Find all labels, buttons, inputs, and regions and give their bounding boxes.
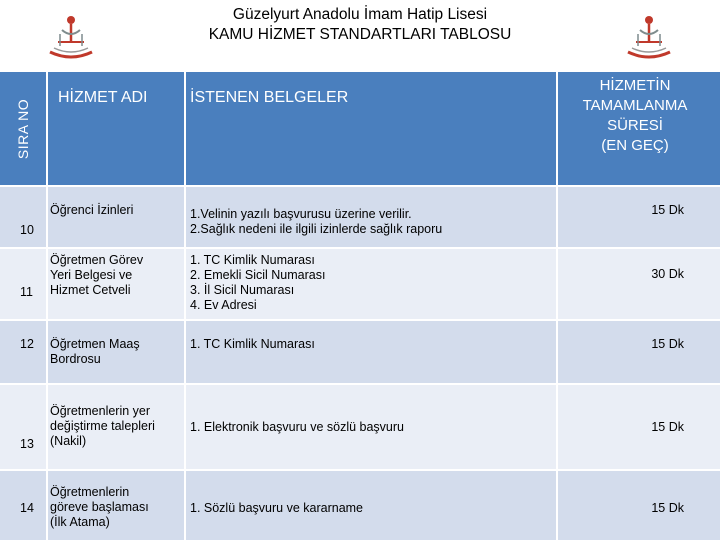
column-divider <box>556 72 558 540</box>
service-name <box>50 404 185 449</box>
document-line: 1. Elektronik başvuru ve sözlü başvuru <box>190 420 404 434</box>
table-row <box>0 249 720 319</box>
table-row <box>0 321 720 383</box>
header-tamamlanma-suresi <box>550 76 720 156</box>
document-line: 1. TC Kimlik Numarası <box>190 337 315 351</box>
table-row <box>0 187 720 247</box>
header-sure-line: HİZMETİN <box>599 77 671 94</box>
service-line: Öğretmen Maaş <box>50 337 140 351</box>
row-number: 12 <box>20 337 34 351</box>
document-line: 3. İl Sicil Numarası <box>190 283 295 297</box>
service-name <box>50 485 185 530</box>
duration: 15 Dk <box>651 337 684 351</box>
header-sure-line: TAMAMLANMA <box>582 97 688 114</box>
row-number: 10 <box>20 223 34 237</box>
header-hizmet-adi: HİZMET ADI <box>58 89 148 106</box>
table-row <box>0 385 720 469</box>
meb-logo-icon <box>618 12 680 64</box>
header-sure-line: SÜRESİ <box>607 117 663 134</box>
service-line: Yeri Belgesi ve <box>50 268 133 282</box>
duration: 15 Dk <box>651 501 684 515</box>
column-divider <box>46 72 48 540</box>
document-line: 2. Emekli Sicil Numarası <box>190 268 326 282</box>
service-line: değiştirme talepleri <box>50 419 155 433</box>
service-line: Öğrenci İzinleri <box>50 203 134 217</box>
school-name: Güzelyurt Anadolu İmam Hatip Lisesi <box>232 6 488 23</box>
row-number: 13 <box>20 437 34 451</box>
service-name <box>50 253 185 298</box>
row-number: 14 <box>20 501 34 515</box>
document-line: 4. Ev Adresi <box>190 298 257 312</box>
table-title: KAMU HİZMET STANDARTLARI TABLOSU <box>208 26 512 43</box>
header-sira-no-label: SIRA NO <box>15 98 31 159</box>
service-line: Hizmet Cetveli <box>50 283 131 297</box>
service-line: Bordrosu <box>50 352 101 366</box>
document-line: 1. TC Kimlik Numarası <box>190 253 315 267</box>
meb-logo-icon <box>40 12 102 64</box>
duration: 15 Dk <box>651 203 684 217</box>
required-documents <box>190 420 550 435</box>
header-sira-no <box>0 72 46 185</box>
header-sure-line: (EN GEÇ) <box>601 137 669 154</box>
service-line: Öğretmenlerin yer <box>50 404 151 418</box>
required-documents <box>190 207 550 237</box>
service-name <box>50 203 185 218</box>
service-line: Öğretmenlerin <box>50 485 130 499</box>
header-istenen-belgeler: İSTENEN BELGELER <box>190 89 349 106</box>
service-line: (İlk Atama) <box>50 515 110 529</box>
required-documents <box>190 501 550 516</box>
required-documents <box>190 253 550 313</box>
service-line: (Nakil) <box>50 434 87 448</box>
document-line: 2.Sağlık nedeni ile ilgili izinlerde sağlık raporu <box>190 222 443 236</box>
document-line: 1.Velinin yazılı başvurusu üzerine verilir. <box>190 207 412 221</box>
required-documents <box>190 337 550 352</box>
page-header <box>0 0 720 72</box>
column-divider <box>184 72 186 540</box>
row-number: 11 <box>20 285 33 299</box>
table-row <box>0 471 720 540</box>
duration: 15 Dk <box>651 420 684 434</box>
duration: 30 Dk <box>651 267 684 281</box>
service-name <box>50 337 185 367</box>
service-standards-table <box>0 72 720 540</box>
service-line: göreve başlaması <box>50 500 149 514</box>
document-line: 1. Sözlü başvuru ve kararname <box>190 501 364 515</box>
service-line: Öğretmen Görev <box>50 253 144 267</box>
